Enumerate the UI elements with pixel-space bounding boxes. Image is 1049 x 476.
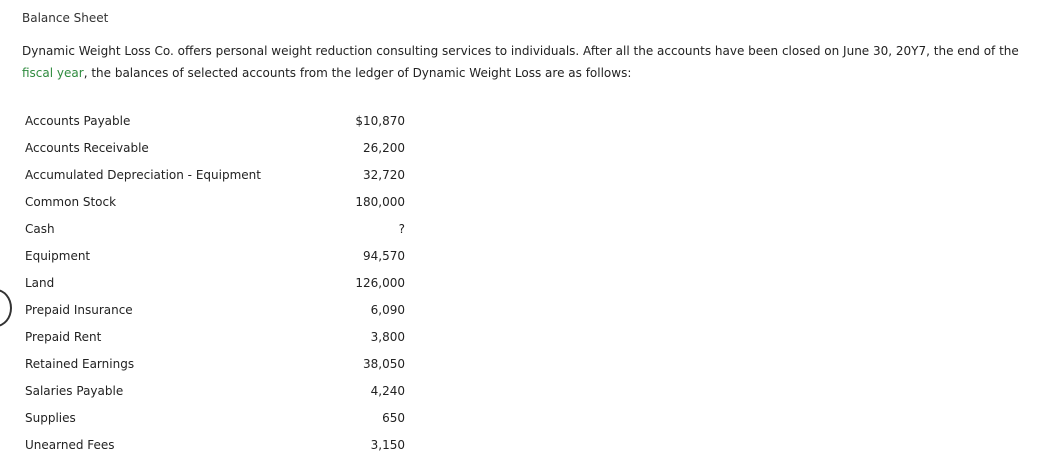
intro-text-start: Dynamic Weight Loss Co. offers personal weight reduction consulting services to individuals. After all the accounts have been closed on June 30, 20Y7, the end of the	[22, 44, 1019, 58]
table-row	[25, 351, 405, 378]
account-balance: 3,150	[370, 438, 405, 452]
table-row	[25, 297, 405, 324]
account-name: Common Stock	[25, 195, 117, 209]
account-name: Salaries Payable	[25, 384, 124, 398]
account-balance: 4,240	[370, 384, 405, 398]
table-row	[25, 432, 405, 459]
account-balance: $10,870	[355, 114, 405, 128]
table-row	[25, 135, 405, 162]
account-balance: 6,090	[370, 303, 405, 317]
intro-text-end: , the balances of selected accounts from the ledger of Dynamic Weight Loss are as follows:	[83, 66, 632, 80]
account-name: Supplies	[25, 411, 76, 425]
partial-circle-marker	[0, 289, 12, 327]
table-row	[25, 216, 405, 243]
account-name: Accumulated Depreciation - Equipment	[25, 168, 261, 182]
account-name: Prepaid Insurance	[25, 303, 133, 317]
account-balance: ?	[398, 222, 405, 236]
account-name: Prepaid Rent	[25, 330, 102, 344]
account-balance: 180,000	[355, 195, 405, 209]
table-row	[25, 162, 405, 189]
account-balance: 126,000	[355, 276, 405, 290]
account-name: Accounts Receivable	[25, 141, 149, 155]
account-balance: 26,200	[363, 141, 405, 155]
table-row	[25, 378, 405, 405]
account-balance: 650	[382, 411, 405, 425]
account-name: Unearned Fees	[25, 438, 115, 452]
table-row	[25, 324, 405, 351]
fiscal-year-term-link[interactable]: fiscal year	[22, 66, 84, 80]
account-name: Accounts Payable	[25, 114, 131, 128]
table-row	[25, 270, 405, 297]
account-balance: 3,800	[370, 330, 405, 344]
page-title: Balance Sheet	[22, 11, 109, 25]
table-row	[25, 405, 405, 432]
account-name: Cash	[25, 222, 55, 236]
account-name: Land	[25, 276, 55, 290]
account-name: Retained Earnings	[25, 357, 135, 371]
problem-description	[22, 40, 1037, 84]
table-row	[25, 189, 405, 216]
table-row	[25, 108, 405, 135]
account-balance: 38,050	[363, 357, 405, 371]
account-balance: 94,570	[363, 249, 405, 263]
table-row	[25, 243, 405, 270]
ledger-balances-table	[25, 108, 405, 459]
account-name: Equipment	[25, 249, 91, 263]
account-balance: 32,720	[363, 168, 405, 182]
